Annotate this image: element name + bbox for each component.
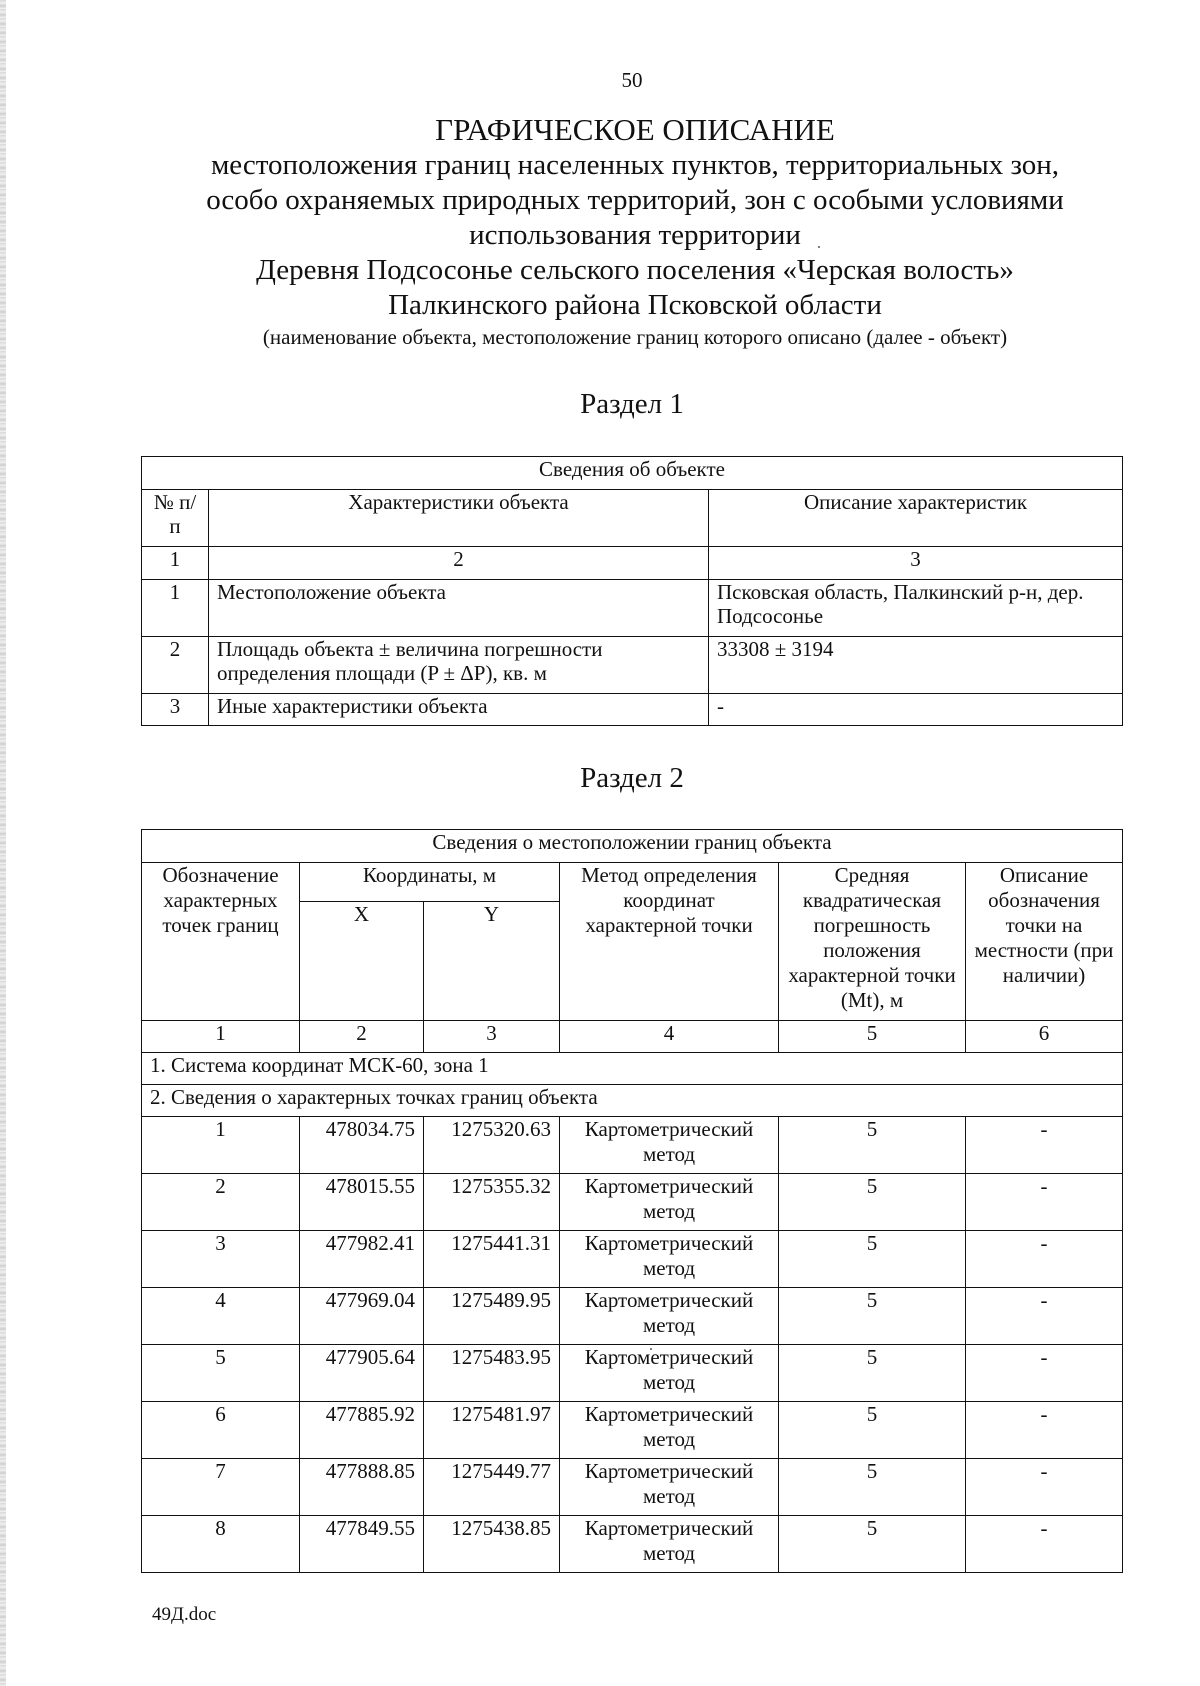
table-row (142, 1288, 1123, 1345)
row-number: 3 (142, 694, 209, 726)
cell-error: 5 (779, 1288, 966, 1345)
cell-error: 5 (779, 1117, 966, 1174)
column-number: 3 (424, 1021, 560, 1053)
header-point-description: Описание обозначения точки на местности (при наличии) (966, 863, 1123, 1021)
row-characteristic: Местоположение объекта (209, 580, 709, 637)
title-line: Палкинского района Псковской области (388, 289, 882, 321)
table-row (142, 1174, 1123, 1231)
header-y: Y (424, 902, 560, 1021)
cell-description: - (966, 1231, 1123, 1288)
section1-title: Раздел 1 (580, 388, 684, 420)
header-number: № п/п (142, 490, 209, 547)
cell-method: Картометрический метод (560, 1174, 779, 1231)
page-number: 50 (621, 68, 643, 92)
coordinate-system: 1. Система координат МСК-60, зона 1 (142, 1053, 1123, 1085)
cell-method: Картометрический метод (560, 1231, 779, 1288)
cell-error: 5 (779, 1516, 966, 1573)
header-x: X (300, 902, 424, 1021)
column-number: 3 (709, 547, 1123, 580)
cell-x: 477885.92 (300, 1402, 424, 1459)
points-body (142, 1117, 1123, 1573)
row-value: - (709, 694, 1123, 726)
cell-error: 5 (779, 1345, 966, 1402)
scan-left-edge (0, 0, 6, 1686)
cell-x: 477888.85 (300, 1459, 424, 1516)
column-number: 1 (142, 547, 209, 580)
header-error: Средняя квадратическая погрешность положения характерной точки (Mt), м (779, 863, 966, 1021)
row-value: 33308 ± 3194 (709, 637, 1123, 694)
row-characteristic: Площадь объекта ± величина погрешности определения площади (P ± ΔP), кв. м (209, 637, 709, 694)
cell-point: 3 (142, 1231, 300, 1288)
table-row (142, 1117, 1123, 1174)
cell-x: 477905.64 (300, 1345, 424, 1402)
cell-x: 477982.41 (300, 1231, 424, 1288)
title-caption: (наименование объекта, местоположение границ которого описано (далее - объект) (262, 325, 1008, 349)
table-row (142, 1459, 1123, 1516)
cell-point: 4 (142, 1288, 300, 1345)
cell-method: Картометрический метод (560, 1516, 779, 1573)
cell-y: 1275481.97 (424, 1402, 560, 1459)
header-points: Обозначение характерных точек границ (142, 863, 300, 1021)
cell-point: 8 (142, 1516, 300, 1573)
footer-file-name: 49Д.doc (152, 1604, 217, 1625)
cell-x: 477849.55 (300, 1516, 424, 1573)
column-number: 2 (209, 547, 709, 580)
row-number: 2 (142, 637, 209, 694)
cell-error: 5 (779, 1174, 966, 1231)
table-row (142, 1402, 1123, 1459)
cell-method: Картометрический метод (560, 1402, 779, 1459)
cell-description: - (966, 1117, 1123, 1174)
column-number: 5 (779, 1021, 966, 1053)
cell-description: - (966, 1402, 1123, 1459)
cell-x: 478034.75 (300, 1117, 424, 1174)
cell-point: 1 (142, 1117, 300, 1174)
cell-point: 7 (142, 1459, 300, 1516)
title-line: особо охраняемых природных территорий, зон с особыми условиями (206, 184, 1064, 216)
table-title: Сведения об объекте (142, 457, 1123, 490)
row-value: Псковская область, Палкинский р-н, дер. Подсосонье (709, 580, 1123, 637)
cell-y: 1275438.85 (424, 1516, 560, 1573)
cell-method: Картометрический метод (560, 1288, 779, 1345)
header-description: Описание характеристик (709, 490, 1123, 547)
cell-point: 6 (142, 1402, 300, 1459)
table-row (142, 694, 1123, 726)
cell-description: - (966, 1459, 1123, 1516)
cell-method: Картометрический метод (560, 1345, 779, 1402)
cell-description: - (966, 1345, 1123, 1402)
title-line: использования территории (469, 219, 801, 251)
cell-y: 1275483.95 (424, 1345, 560, 1402)
points-section-title: 2. Сведения о характерных точках границ объекта (142, 1085, 1123, 1117)
header-coordinates: Координаты, м (300, 863, 560, 902)
cell-point: 5 (142, 1345, 300, 1402)
title-line: местоположения границ населенных пунктов, территориальных зон, (210, 149, 1060, 181)
cell-y: 1275441.31 (424, 1231, 560, 1288)
cell-description: - (966, 1288, 1123, 1345)
cell-y: 1275489.95 (424, 1288, 560, 1345)
cell-method: Картометрический метод (560, 1459, 779, 1516)
document-title-block (140, 112, 1130, 350)
cell-error: 5 (779, 1231, 966, 1288)
cell-error: 5 (779, 1459, 966, 1516)
header-method: Метод определения координат характерной точки (560, 863, 779, 1021)
table-row (142, 580, 1123, 637)
table-title: Сведения о местоположении границ объекта (142, 830, 1123, 863)
table-row (142, 637, 1123, 694)
table-row (142, 1231, 1123, 1288)
cell-y: 1275320.63 (424, 1117, 560, 1174)
cell-point: 2 (142, 1174, 300, 1231)
column-number: 6 (966, 1021, 1123, 1053)
cell-x: 478015.55 (300, 1174, 424, 1231)
cell-error: 5 (779, 1402, 966, 1459)
boundary-points-table (141, 829, 1123, 1573)
cell-y: 1275449.77 (424, 1459, 560, 1516)
cell-description: - (966, 1516, 1123, 1573)
cell-x: 477969.04 (300, 1288, 424, 1345)
section2-title: Раздел 2 (580, 762, 684, 794)
document-title: ГРАФИЧЕСКОЕ ОПИСАНИЕ (435, 112, 835, 147)
cell-y: 1275355.32 (424, 1174, 560, 1231)
row-number: 1 (142, 580, 209, 637)
column-number: 2 (300, 1021, 424, 1053)
cell-method: Картометрический метод (560, 1117, 779, 1174)
row-characteristic: Иные характеристики объекта (209, 694, 709, 726)
header-characteristics: Характеристики объекта (209, 490, 709, 547)
table-row (142, 1516, 1123, 1573)
column-number: 1 (142, 1021, 300, 1053)
title-line: Деревня Подсосонье сельского поселения «Черская волость» (256, 254, 1014, 286)
cell-description: - (966, 1174, 1123, 1231)
table-row (142, 1345, 1123, 1402)
object-info-table (141, 456, 1123, 726)
column-number: 4 (560, 1021, 779, 1053)
